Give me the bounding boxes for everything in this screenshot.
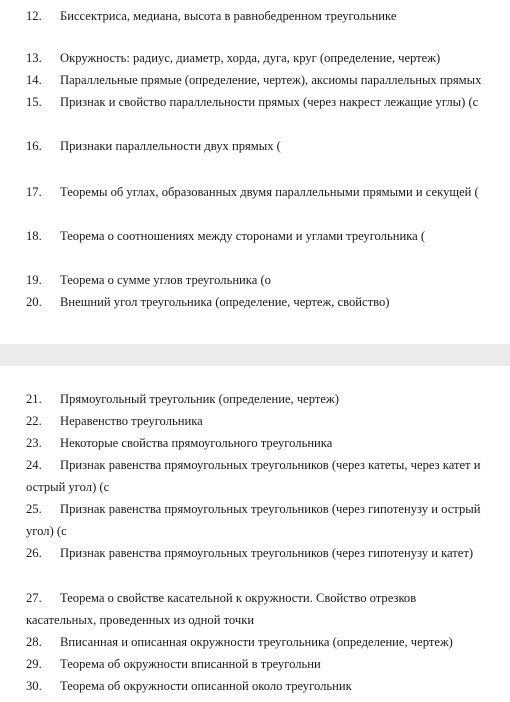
item-number: 13. bbox=[26, 51, 42, 65]
list-item bbox=[26, 590, 510, 606]
item-number: 12. bbox=[26, 9, 42, 23]
list-item bbox=[26, 72, 510, 88]
item-number: 21. bbox=[26, 392, 42, 406]
item-number: 15. bbox=[26, 95, 42, 109]
item-number: 26. bbox=[26, 546, 42, 560]
list-item bbox=[26, 656, 510, 672]
item-text: Прямоугольный треугольник (определение, чертеж) bbox=[60, 392, 339, 406]
item-number: 23. bbox=[26, 436, 42, 450]
list-item bbox=[26, 435, 510, 451]
item-text: Вписанная и описанная окружности треугольника (определение, чертеж) bbox=[60, 635, 453, 649]
item-text: Теорема о соотношениях между сторонами и углами треугольника ( bbox=[60, 229, 426, 243]
list-item bbox=[26, 294, 510, 310]
page-separator bbox=[0, 344, 510, 366]
list-item-continuation: угол) (с bbox=[26, 524, 67, 538]
list-item-continuation: касательных, проведенных из одной точки bbox=[26, 613, 255, 627]
item-text: Теорема о свойстве касательной к окружности. Свойство отрезков bbox=[60, 591, 417, 605]
item-text: Признаки параллельности двух прямых ( bbox=[60, 139, 281, 153]
list-item bbox=[26, 457, 510, 473]
item-text: Внешний угол треугольника (определение, чертеж, свойство) bbox=[60, 295, 390, 309]
item-number: 25. bbox=[26, 502, 42, 516]
item-text: Признак равенства прямоугольных треугольников (через катеты, через катет и bbox=[60, 458, 481, 472]
item-number: 18. bbox=[26, 229, 42, 243]
list-item bbox=[26, 501, 510, 517]
list-item bbox=[26, 94, 510, 110]
document-page-1 bbox=[0, 0, 510, 344]
item-text: Теорема об окружности вписанной в треугольни bbox=[60, 657, 321, 671]
item-number: 19. bbox=[26, 273, 42, 287]
list-item bbox=[26, 391, 510, 407]
item-text: Признак равенства прямоугольных треугольников (через гипотенузу и катет) bbox=[60, 546, 474, 560]
list-item bbox=[26, 8, 510, 24]
list-item bbox=[26, 272, 510, 288]
item-text: Неравенство треугольника bbox=[60, 414, 203, 428]
item-number: 22. bbox=[26, 414, 42, 428]
item-text: Признак равенства прямоугольных треугольников (через гипотенузу и острый bbox=[60, 502, 481, 516]
document-page-2 bbox=[0, 366, 510, 702]
list-item bbox=[26, 678, 510, 694]
list-item bbox=[26, 228, 510, 244]
item-number: 24. bbox=[26, 458, 42, 472]
list-item bbox=[26, 184, 510, 200]
item-text: Параллельные прямые (определение, чертеж), аксиомы параллельных прямых bbox=[60, 73, 482, 87]
list-item bbox=[26, 138, 510, 154]
item-number: 16. bbox=[26, 139, 42, 153]
item-text: Теорема о сумме углов треугольника (о bbox=[60, 273, 271, 287]
item-number: 29. bbox=[26, 657, 42, 671]
item-text: Теоремы об углах, образованных двумя параллельными прямыми и секущей ( bbox=[60, 185, 479, 199]
list-item bbox=[26, 545, 510, 561]
list-item bbox=[26, 413, 510, 429]
list-item bbox=[26, 634, 510, 650]
item-text: Окружность: радиус, диаметр, хорда, дуга, круг (определение, чертеж) bbox=[60, 51, 441, 65]
list-item bbox=[26, 50, 510, 66]
item-number: 14. bbox=[26, 73, 42, 87]
item-text: Некоторые свойства прямоугольного треугольника bbox=[60, 436, 333, 450]
item-text: Биссектриса, медиана, высота в равнобедренном треугольнике bbox=[60, 9, 397, 23]
item-number: 17. bbox=[26, 185, 42, 199]
item-text: Признак и свойство параллельности прямых (через накрест лежащие углы) (с bbox=[60, 95, 479, 109]
list-item-continuation: острый угол) (с bbox=[26, 480, 110, 494]
item-number: 28. bbox=[26, 635, 42, 649]
item-number: 20. bbox=[26, 295, 42, 309]
item-text: Теорема об окружности описанной около треугольник bbox=[60, 679, 352, 693]
item-number: 30. bbox=[26, 679, 42, 693]
item-number: 27. bbox=[26, 591, 42, 605]
